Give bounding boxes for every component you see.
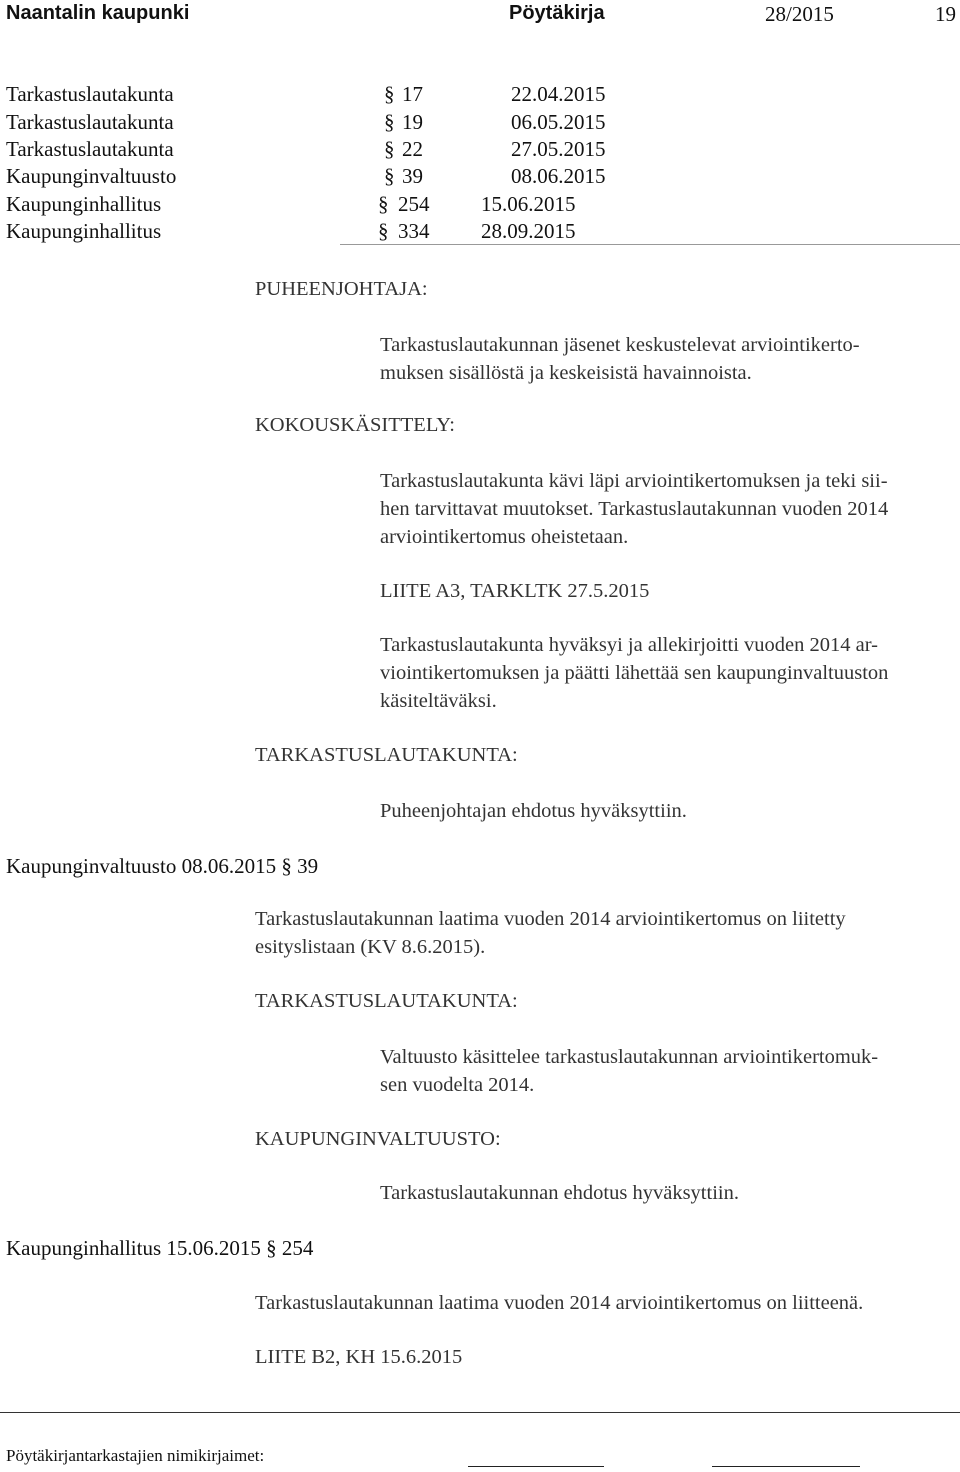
page-number: 19 [935,2,956,26]
history-date: 15.06.2015 [481,192,576,216]
history-divider [340,244,960,245]
history-body: Tarkastuslautakunta [6,82,174,106]
section-heading: Kaupunginvaltuusto 08.06.2015 § 39 [6,854,319,878]
history-body: Kaupunginhallitus [6,192,162,216]
chair-text-line: Tarkastuslautakunnan jäsenet keskustelevat arviointikerto- [380,334,860,356]
initials-label: Pöytäkirjantarkastajien nimikirjaimet: [6,1446,265,1465]
chair-text-line: muksen sisällöstä ja keskeisistä havainnoista. [380,362,752,384]
history-date: 08.06.2015 [511,164,606,188]
decision-text-line: käsiteltäväksi. [380,690,497,712]
board-label: TARKASTUSLAUTAKUNTA: [255,990,518,1012]
history-body: Tarkastuslautakunta [6,137,174,161]
attachment-ref: LIITE A3, TARKLTK 27.5.2015 [380,580,650,602]
section-sign: § [384,110,395,134]
history-num: 19 [402,110,423,134]
section-intro: Tarkastuslautakunnan laatima vuoden 2014 arviointikertomus on liitteenä. [255,1292,864,1314]
history-num: 22 [402,137,423,161]
org-name: Naantalin kaupunki [6,2,190,24]
history-num: 39 [402,164,423,188]
section-sign: § [378,219,389,243]
history-date: 28.09.2015 [481,219,576,243]
board-text-line: Valtuusto käsittelee tarkastuslautakunnan arviointikertomuk- [380,1046,879,1068]
handling-text-line: hen tarvittavat muutokset. Tarkastuslautakunnan vuoden 2014 [380,498,889,520]
section-heading: Kaupunginhallitus 15.06.2015 § 254 [6,1236,314,1260]
history-num: 17 [402,82,423,106]
chair-label: PUHEENJOHTAJA: [255,278,428,300]
decision-text-line: viointikertomuksen ja päätti lähettää sen kaupunginvaltuuston [380,662,889,684]
doc-number: 28/2015 [765,2,834,26]
history-date: 22.04.2015 [511,82,606,106]
history-date: 27.05.2015 [511,137,606,161]
section-sign: § [378,192,389,216]
section-sign: § [384,164,395,188]
council-label: KAUPUNGINVALTUUSTO: [255,1128,501,1150]
section-sign: § [384,137,395,161]
history-body: Tarkastuslautakunta [6,110,174,134]
history-body: Kaupunginhallitus [6,219,162,243]
council-decision: Tarkastuslautakunnan ehdotus hyväksyttiin. [380,1182,739,1204]
initials-line [468,1466,604,1467]
section-intro-line: Tarkastuslautakunnan laatima vuoden 2014 arviointikertomus on liitetty [255,908,846,930]
doc-type: Pöytäkirja [509,2,605,24]
history-date: 06.05.2015 [511,110,606,134]
board-decision: Puheenjohtajan ehdotus hyväksyttiin. [380,800,687,822]
handling-label: KOKOUSKÄSITTELY: [255,414,455,436]
attachment-ref: LIITE B2, KH 15.6.2015 [255,1346,463,1368]
board-text-line: sen vuodelta 2014. [380,1074,535,1096]
board-label: TARKASTUSLAUTAKUNTA: [255,744,518,766]
history-num: 254 [398,192,430,216]
initials-line [712,1466,860,1467]
section-sign: § [384,82,395,106]
decision-text-line: Tarkastuslautakunta hyväksyi ja allekirjoitti vuoden 2014 ar- [380,634,878,656]
history-num: 334 [398,219,430,243]
handling-text-line: Tarkastuslautakunta kävi läpi arviointikertomuksen ja teki sii- [380,470,888,492]
section-intro-line: esityslistaan (KV 8.6.2015). [255,936,486,958]
handling-text-line: arviointikertomus oheistetaan. [380,526,629,548]
history-body: Kaupunginvaltuusto [6,164,177,188]
footer-divider [0,1412,960,1413]
